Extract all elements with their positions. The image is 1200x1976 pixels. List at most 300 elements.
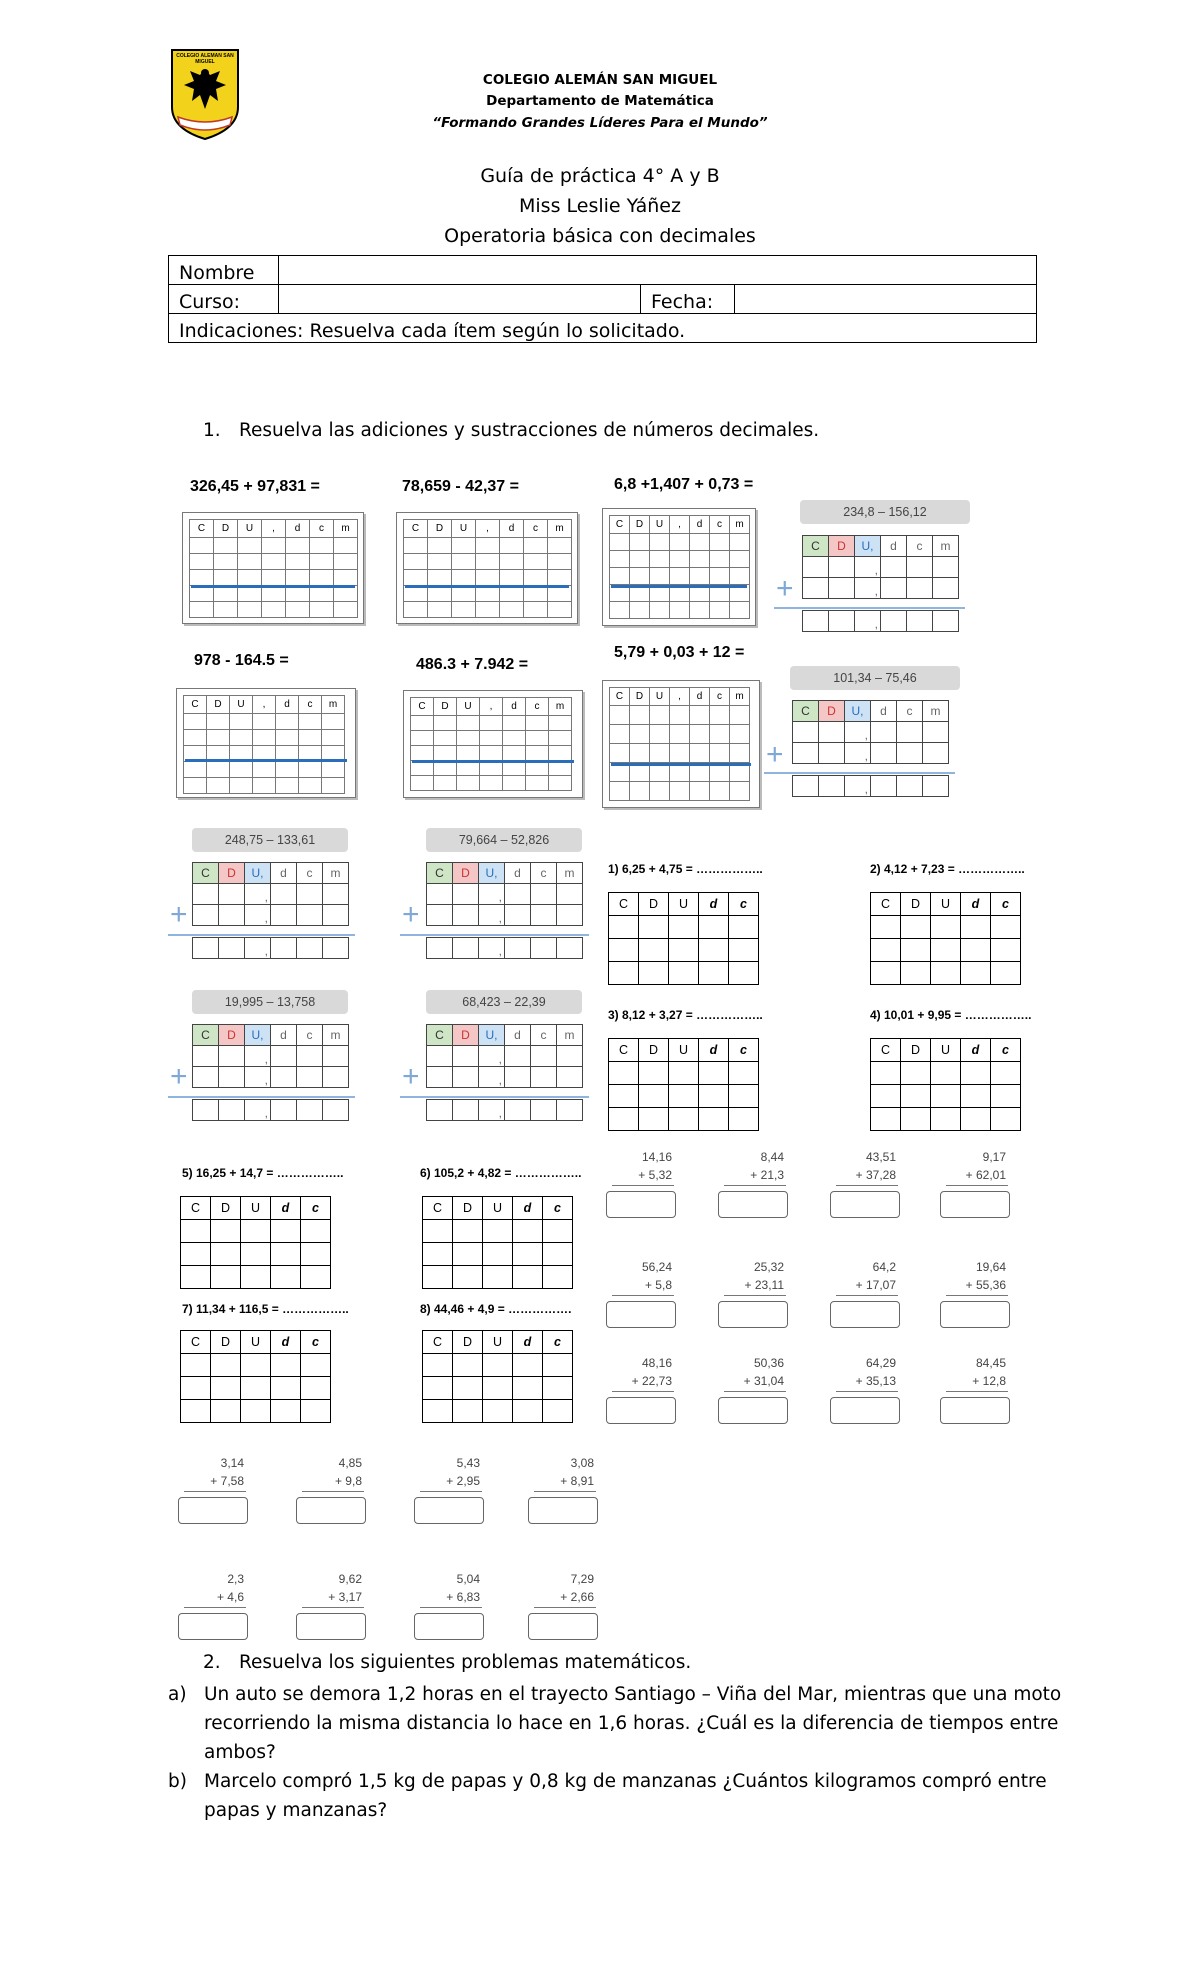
- answer-cell[interactable]: [428, 570, 452, 586]
- answer-cell[interactable]: [434, 716, 457, 731]
- answer-cell[interactable]: [543, 1354, 573, 1377]
- result-cell[interactable]: [793, 776, 819, 797]
- answer-cell[interactable]: [630, 706, 650, 725]
- answer-cell[interactable]: [500, 538, 524, 554]
- digit-cell[interactable]: ,: [479, 1046, 505, 1067]
- answer-cell[interactable]: [299, 714, 322, 730]
- answer-cell[interactable]: [961, 1085, 991, 1108]
- answer-cell[interactable]: [238, 570, 262, 586]
- answer-cell[interactable]: [452, 602, 476, 618]
- result-cell[interactable]: [881, 611, 907, 632]
- digit-cell[interactable]: [531, 905, 557, 926]
- answer-cell[interactable]: [253, 778, 276, 794]
- answer-cell[interactable]: [322, 714, 345, 730]
- answer-cell[interactable]: [871, 916, 901, 939]
- answer-box[interactable]: [830, 1397, 900, 1424]
- digit-cell[interactable]: [531, 1046, 557, 1067]
- answer-cell[interactable]: [650, 725, 670, 744]
- answer-cell[interactable]: [543, 1400, 573, 1423]
- answer-cell[interactable]: [670, 782, 690, 801]
- digit-cell[interactable]: [271, 1067, 297, 1088]
- digit-cell[interactable]: [427, 905, 453, 926]
- answer-cell[interactable]: [699, 1085, 729, 1108]
- answer-cell[interactable]: [730, 706, 750, 725]
- answer-cell[interactable]: [670, 602, 690, 619]
- answer-cell[interactable]: [730, 744, 750, 763]
- course-field[interactable]: [279, 285, 641, 314]
- answer-box[interactable]: [296, 1613, 366, 1640]
- answer-cell[interactable]: [286, 570, 310, 586]
- digit-cell[interactable]: ,: [855, 578, 881, 599]
- answer-cell[interactable]: [610, 534, 630, 551]
- answer-cell[interactable]: [322, 762, 345, 778]
- answer-cell[interactable]: [639, 962, 669, 985]
- answer-cell[interactable]: [549, 746, 572, 761]
- answer-cell[interactable]: [710, 725, 730, 744]
- answer-cell[interactable]: [630, 744, 650, 763]
- answer-cell[interactable]: [271, 1354, 301, 1377]
- answer-box[interactable]: [718, 1301, 788, 1328]
- digit-cell[interactable]: [297, 884, 323, 905]
- answer-cell[interactable]: [271, 1266, 301, 1289]
- digit-cell[interactable]: [505, 884, 531, 905]
- answer-box[interactable]: [830, 1191, 900, 1218]
- digit-cell[interactable]: ,: [479, 884, 505, 905]
- answer-cell[interactable]: [729, 1085, 759, 1108]
- answer-cell[interactable]: [211, 1400, 241, 1423]
- digit-cell[interactable]: [193, 884, 219, 905]
- answer-cell[interactable]: [524, 602, 548, 618]
- answer-cell[interactable]: [457, 776, 480, 791]
- answer-cell[interactable]: [729, 962, 759, 985]
- answer-cell[interactable]: [457, 731, 480, 746]
- answer-cell[interactable]: [630, 534, 650, 551]
- answer-cell[interactable]: [991, 916, 1021, 939]
- digit-cell[interactable]: [219, 884, 245, 905]
- answer-cell[interactable]: [513, 1377, 543, 1400]
- digit-cell[interactable]: [871, 743, 897, 764]
- answer-cell[interactable]: [871, 1062, 901, 1085]
- answer-cell[interactable]: [241, 1400, 271, 1423]
- answer-cell[interactable]: [699, 1062, 729, 1085]
- answer-cell[interactable]: [299, 762, 322, 778]
- digit-cell[interactable]: [271, 1046, 297, 1067]
- answer-cell[interactable]: [230, 762, 253, 778]
- answer-cell[interactable]: [483, 1243, 513, 1266]
- result-cell[interactable]: [193, 1100, 219, 1121]
- answer-cell[interactable]: [214, 570, 238, 586]
- answer-cell[interactable]: [190, 538, 214, 554]
- answer-cell[interactable]: [310, 570, 334, 586]
- answer-cell[interactable]: [404, 554, 428, 570]
- answer-cell[interactable]: [513, 1400, 543, 1423]
- answer-cell[interactable]: [262, 602, 286, 618]
- answer-cell[interactable]: [630, 568, 650, 585]
- answer-cell[interactable]: [271, 1220, 301, 1243]
- answer-cell[interactable]: [650, 551, 670, 568]
- answer-cell[interactable]: [299, 778, 322, 794]
- result-cell[interactable]: [803, 611, 829, 632]
- answer-cell[interactable]: [211, 1354, 241, 1377]
- digit-cell[interactable]: [923, 722, 949, 743]
- answer-cell[interactable]: [699, 939, 729, 962]
- answer-cell[interactable]: [241, 1266, 271, 1289]
- answer-cell[interactable]: [299, 730, 322, 746]
- answer-cell[interactable]: [452, 538, 476, 554]
- digit-cell[interactable]: [881, 578, 907, 599]
- digit-cell[interactable]: [557, 1046, 583, 1067]
- answer-cell[interactable]: [322, 778, 345, 794]
- answer-cell[interactable]: [411, 731, 434, 746]
- answer-cell[interactable]: [230, 730, 253, 746]
- answer-cell[interactable]: [190, 602, 214, 618]
- answer-cell[interactable]: [253, 714, 276, 730]
- answer-cell[interactable]: [211, 1243, 241, 1266]
- result-cell[interactable]: ,: [845, 776, 871, 797]
- result-cell[interactable]: [531, 938, 557, 959]
- answer-cell[interactable]: [262, 570, 286, 586]
- answer-cell[interactable]: [961, 939, 991, 962]
- digit-cell[interactable]: [219, 1067, 245, 1088]
- answer-box[interactable]: [296, 1497, 366, 1524]
- digit-cell[interactable]: [933, 578, 959, 599]
- result-cell[interactable]: [453, 1100, 479, 1121]
- answer-cell[interactable]: [650, 534, 670, 551]
- result-cell[interactable]: [427, 1100, 453, 1121]
- answer-cell[interactable]: [500, 570, 524, 586]
- digit-cell[interactable]: [505, 1046, 531, 1067]
- answer-cell[interactable]: [241, 1377, 271, 1400]
- answer-cell[interactable]: [690, 534, 710, 551]
- date-field[interactable]: [735, 285, 1037, 314]
- result-cell[interactable]: [557, 938, 583, 959]
- digit-cell[interactable]: [871, 722, 897, 743]
- answer-cell[interactable]: [483, 1377, 513, 1400]
- answer-cell[interactable]: [548, 538, 572, 554]
- answer-cell[interactable]: [207, 730, 230, 746]
- result-cell[interactable]: [323, 1100, 349, 1121]
- digit-cell[interactable]: [193, 1046, 219, 1067]
- answer-cell[interactable]: [524, 538, 548, 554]
- digit-cell[interactable]: [427, 1046, 453, 1067]
- answer-cell[interactable]: [503, 731, 526, 746]
- answer-cell[interactable]: [423, 1377, 453, 1400]
- answer-cell[interactable]: [453, 1243, 483, 1266]
- digit-cell[interactable]: [557, 905, 583, 926]
- answer-cell[interactable]: [609, 939, 639, 962]
- answer-cell[interactable]: [650, 782, 670, 801]
- result-cell[interactable]: [819, 776, 845, 797]
- answer-cell[interactable]: [710, 706, 730, 725]
- answer-cell[interactable]: [286, 602, 310, 618]
- answer-cell[interactable]: [452, 570, 476, 586]
- answer-cell[interactable]: [549, 776, 572, 791]
- answer-box[interactable]: [414, 1497, 484, 1524]
- answer-cell[interactable]: [730, 551, 750, 568]
- answer-cell[interactable]: [609, 1108, 639, 1131]
- answer-cell[interactable]: [513, 1243, 543, 1266]
- digit-cell[interactable]: [297, 1046, 323, 1067]
- answer-cell[interactable]: [650, 744, 670, 763]
- answer-cell[interactable]: [670, 744, 690, 763]
- answer-cell[interactable]: [480, 731, 503, 746]
- answer-cell[interactable]: [901, 1108, 931, 1131]
- answer-cell[interactable]: [271, 1377, 301, 1400]
- answer-cell[interactable]: [669, 1062, 699, 1085]
- answer-cell[interactable]: [423, 1220, 453, 1243]
- result-cell[interactable]: ,: [479, 938, 505, 959]
- result-cell[interactable]: [219, 1100, 245, 1121]
- answer-cell[interactable]: [453, 1400, 483, 1423]
- answer-cell[interactable]: [710, 744, 730, 763]
- answer-cell[interactable]: [931, 939, 961, 962]
- answer-cell[interactable]: [238, 602, 262, 618]
- digit-cell[interactable]: [323, 1067, 349, 1088]
- answer-cell[interactable]: [901, 962, 931, 985]
- answer-cell[interactable]: [411, 716, 434, 731]
- answer-cell[interactable]: [271, 1243, 301, 1266]
- answer-cell[interactable]: [214, 538, 238, 554]
- result-cell[interactable]: [271, 938, 297, 959]
- answer-cell[interactable]: [710, 568, 730, 585]
- answer-cell[interactable]: [669, 1085, 699, 1108]
- answer-cell[interactable]: [931, 916, 961, 939]
- answer-cell[interactable]: [931, 962, 961, 985]
- digit-cell[interactable]: [881, 557, 907, 578]
- answer-box[interactable]: [528, 1497, 598, 1524]
- answer-cell[interactable]: [184, 778, 207, 794]
- answer-cell[interactable]: [276, 730, 299, 746]
- answer-cell[interactable]: [480, 776, 503, 791]
- answer-cell[interactable]: [670, 534, 690, 551]
- digit-cell[interactable]: [793, 743, 819, 764]
- answer-cell[interactable]: [238, 554, 262, 570]
- answer-cell[interactable]: [190, 554, 214, 570]
- answer-cell[interactable]: [334, 602, 358, 618]
- answer-box[interactable]: [718, 1397, 788, 1424]
- answer-cell[interactable]: [184, 730, 207, 746]
- answer-cell[interactable]: [991, 1108, 1021, 1131]
- answer-box[interactable]: [940, 1301, 1010, 1328]
- answer-cell[interactable]: [690, 782, 710, 801]
- answer-cell[interactable]: [241, 1243, 271, 1266]
- answer-cell[interactable]: [901, 1085, 931, 1108]
- answer-cell[interactable]: [503, 776, 526, 791]
- answer-cell[interactable]: [961, 916, 991, 939]
- answer-cell[interactable]: [639, 916, 669, 939]
- digit-cell[interactable]: [297, 1067, 323, 1088]
- answer-cell[interactable]: [423, 1243, 453, 1266]
- answer-cell[interactable]: [730, 602, 750, 619]
- answer-box[interactable]: [718, 1191, 788, 1218]
- answer-cell[interactable]: [457, 746, 480, 761]
- answer-cell[interactable]: [871, 1085, 901, 1108]
- result-cell[interactable]: [193, 938, 219, 959]
- answer-cell[interactable]: [630, 782, 650, 801]
- digit-cell[interactable]: [323, 884, 349, 905]
- result-cell[interactable]: [505, 938, 531, 959]
- answer-cell[interactable]: [931, 1108, 961, 1131]
- result-cell[interactable]: [453, 938, 479, 959]
- answer-cell[interactable]: [610, 602, 630, 619]
- answer-cell[interactable]: [991, 1062, 1021, 1085]
- answer-cell[interactable]: [262, 554, 286, 570]
- answer-cell[interactable]: [301, 1266, 331, 1289]
- answer-cell[interactable]: [610, 782, 630, 801]
- answer-cell[interactable]: [483, 1266, 513, 1289]
- answer-cell[interactable]: [526, 746, 549, 761]
- answer-cell[interactable]: [428, 554, 452, 570]
- answer-cell[interactable]: [411, 776, 434, 791]
- digit-cell[interactable]: [897, 743, 923, 764]
- answer-cell[interactable]: [639, 1085, 669, 1108]
- digit-cell[interactable]: [829, 557, 855, 578]
- answer-cell[interactable]: [184, 762, 207, 778]
- answer-cell[interactable]: [310, 602, 334, 618]
- digit-cell[interactable]: [193, 1067, 219, 1088]
- answer-cell[interactable]: [428, 602, 452, 618]
- digit-cell[interactable]: [427, 884, 453, 905]
- answer-cell[interactable]: [253, 762, 276, 778]
- answer-cell[interactable]: [729, 916, 759, 939]
- answer-cell[interactable]: [181, 1377, 211, 1400]
- answer-cell[interactable]: [214, 554, 238, 570]
- answer-cell[interactable]: [729, 1108, 759, 1131]
- result-cell[interactable]: [907, 611, 933, 632]
- answer-cell[interactable]: [669, 1108, 699, 1131]
- answer-cell[interactable]: [710, 782, 730, 801]
- answer-cell[interactable]: [901, 939, 931, 962]
- answer-cell[interactable]: [503, 716, 526, 731]
- answer-cell[interactable]: [241, 1354, 271, 1377]
- answer-box[interactable]: [178, 1613, 248, 1640]
- answer-cell[interactable]: [961, 962, 991, 985]
- result-cell[interactable]: ,: [855, 611, 881, 632]
- result-cell[interactable]: [297, 938, 323, 959]
- result-cell[interactable]: [933, 611, 959, 632]
- digit-cell[interactable]: [531, 1067, 557, 1088]
- answer-cell[interactable]: [690, 744, 710, 763]
- digit-cell[interactable]: ,: [845, 722, 871, 743]
- result-cell[interactable]: ,: [245, 1100, 271, 1121]
- answer-cell[interactable]: [630, 551, 650, 568]
- answer-cell[interactable]: [609, 1085, 639, 1108]
- answer-cell[interactable]: [549, 731, 572, 746]
- digit-cell[interactable]: [323, 1046, 349, 1067]
- digit-cell[interactable]: ,: [855, 557, 881, 578]
- answer-cell[interactable]: [548, 554, 572, 570]
- answer-cell[interactable]: [500, 554, 524, 570]
- answer-cell[interactable]: [513, 1266, 543, 1289]
- answer-cell[interactable]: [991, 962, 1021, 985]
- result-cell[interactable]: [505, 1100, 531, 1121]
- answer-cell[interactable]: [181, 1354, 211, 1377]
- answer-cell[interactable]: [411, 746, 434, 761]
- result-cell[interactable]: ,: [245, 938, 271, 959]
- answer-cell[interactable]: [211, 1377, 241, 1400]
- answer-cell[interactable]: [699, 1108, 729, 1131]
- digit-cell[interactable]: [453, 1067, 479, 1088]
- answer-cell[interactable]: [334, 570, 358, 586]
- answer-cell[interactable]: [184, 714, 207, 730]
- digit-cell[interactable]: [793, 722, 819, 743]
- answer-cell[interactable]: [639, 939, 669, 962]
- answer-cell[interactable]: [262, 538, 286, 554]
- answer-cell[interactable]: [434, 731, 457, 746]
- answer-cell[interactable]: [404, 602, 428, 618]
- answer-cell[interactable]: [730, 534, 750, 551]
- digit-cell[interactable]: [453, 1046, 479, 1067]
- answer-cell[interactable]: [526, 716, 549, 731]
- answer-cell[interactable]: [650, 602, 670, 619]
- result-cell[interactable]: [323, 938, 349, 959]
- answer-cell[interactable]: [650, 706, 670, 725]
- digit-cell[interactable]: [297, 905, 323, 926]
- answer-cell[interactable]: [310, 538, 334, 554]
- answer-cell[interactable]: [871, 1108, 901, 1131]
- result-cell[interactable]: [829, 611, 855, 632]
- digit-cell[interactable]: [933, 557, 959, 578]
- digit-cell[interactable]: [819, 743, 845, 764]
- result-cell[interactable]: [871, 776, 897, 797]
- answer-cell[interactable]: [404, 570, 428, 586]
- answer-cell[interactable]: [729, 1062, 759, 1085]
- digit-cell[interactable]: [907, 557, 933, 578]
- digit-cell[interactable]: [829, 578, 855, 599]
- answer-cell[interactable]: [181, 1220, 211, 1243]
- answer-cell[interactable]: [609, 1062, 639, 1085]
- answer-cell[interactable]: [457, 716, 480, 731]
- answer-box[interactable]: [606, 1397, 676, 1424]
- answer-cell[interactable]: [480, 716, 503, 731]
- answer-cell[interactable]: [710, 534, 730, 551]
- answer-cell[interactable]: [526, 731, 549, 746]
- digit-cell[interactable]: [271, 884, 297, 905]
- answer-cell[interactable]: [322, 730, 345, 746]
- answer-cell[interactable]: [524, 570, 548, 586]
- answer-cell[interactable]: [670, 568, 690, 585]
- digit-cell[interactable]: [323, 905, 349, 926]
- digit-cell[interactable]: [219, 905, 245, 926]
- answer-cell[interactable]: [434, 776, 457, 791]
- digit-cell[interactable]: [505, 1067, 531, 1088]
- answer-cell[interactable]: [452, 554, 476, 570]
- answer-cell[interactable]: [334, 554, 358, 570]
- answer-cell[interactable]: [543, 1243, 573, 1266]
- name-field[interactable]: [279, 256, 1037, 285]
- digit-cell[interactable]: [907, 578, 933, 599]
- answer-cell[interactable]: [483, 1354, 513, 1377]
- answer-cell[interactable]: [543, 1266, 573, 1289]
- answer-cell[interactable]: [610, 568, 630, 585]
- answer-cell[interactable]: [513, 1220, 543, 1243]
- answer-cell[interactable]: [276, 762, 299, 778]
- answer-cell[interactable]: [230, 714, 253, 730]
- digit-cell[interactable]: [803, 578, 829, 599]
- answer-cell[interactable]: [699, 962, 729, 985]
- answer-cell[interactable]: [669, 962, 699, 985]
- answer-cell[interactable]: [630, 602, 650, 619]
- answer-cell[interactable]: [961, 1108, 991, 1131]
- answer-box[interactable]: [940, 1191, 1010, 1218]
- answer-box[interactable]: [606, 1301, 676, 1328]
- answer-cell[interactable]: [190, 570, 214, 586]
- answer-cell[interactable]: [961, 1062, 991, 1085]
- answer-cell[interactable]: [548, 570, 572, 586]
- digit-cell[interactable]: [271, 905, 297, 926]
- digit-cell[interactable]: [897, 722, 923, 743]
- answer-cell[interactable]: [639, 1108, 669, 1131]
